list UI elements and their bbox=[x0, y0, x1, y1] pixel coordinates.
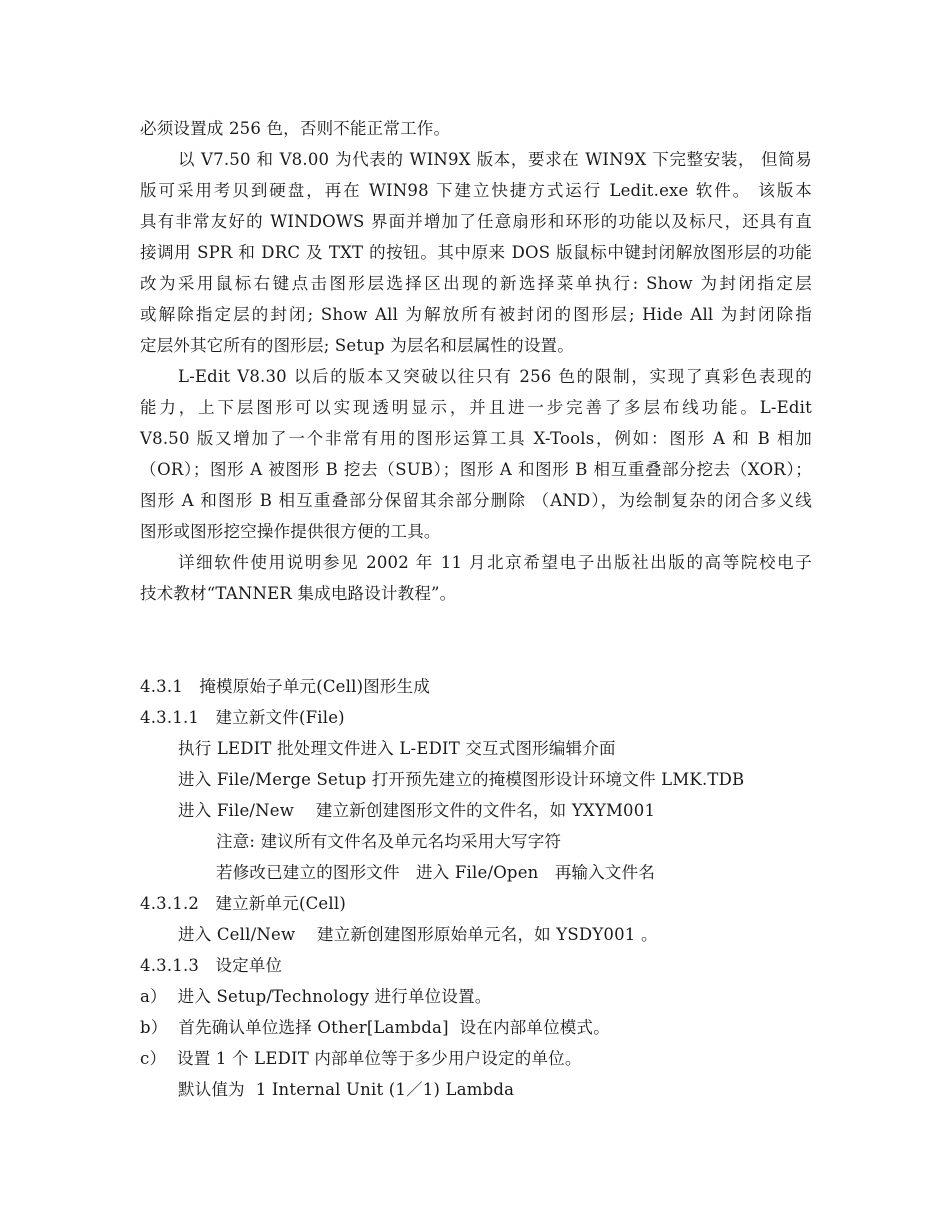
step-line: 进入 Cell/New 建立新创建图形原始单元名，如 YSDY001 。 bbox=[178, 925, 658, 944]
text-line: 具有非常友好的 WINDOWS 界面并增加了任意扇形和环形的功能以及标尺，还具有直 bbox=[140, 212, 812, 231]
list-item-c: c） 设置 1 个 LEDIT 内部单位等于多少用户设定的单位。 bbox=[140, 1049, 582, 1068]
list-item-b: b） 首先确认单位选择 Other[Lambda] 设在内部单位模式。 bbox=[140, 1018, 610, 1037]
text-line: 图形 A 和图形 B 相互重叠部分保留其余部分删除 （AND），为绘制复杂的闭合多义线 bbox=[140, 491, 812, 510]
text-line: 图形或图形挖空操作提供很方便的工具。 bbox=[140, 522, 441, 541]
note-line: 若修改已建立的图形文件 进入 File/Open 再输入文件名 bbox=[216, 863, 656, 882]
paragraph-win9x bbox=[140, 144, 812, 361]
text-line: 定层外其它所有的图形层; Setup 为层名和层属性的设置。 bbox=[140, 336, 574, 355]
text-line: V8.50 版又增加了一个非常有用的图形运算工具 X-Tools，例如：图形 A 和 B 相加 bbox=[140, 429, 812, 448]
page-content bbox=[140, 113, 812, 1105]
section-heading-4-3-1: 4.3.1 掩模原始子单元(Cell)图形生成 bbox=[140, 677, 431, 696]
text-line: 能力，上下层图形可以实现透明显示，并且进一步完善了多层布线功能。L-Edit bbox=[140, 398, 812, 417]
subsection-heading-4-3-1-3: 4.3.1.3 设定单位 bbox=[140, 956, 283, 975]
text-line: （OR）；图形 A 被图形 B 挖去（SUB）；图形 A 和图形 B 相互重叠部分挖去（XOR）； bbox=[140, 460, 812, 479]
intro-line: 必须设置成 256 色，否则不能正常工作。 bbox=[140, 119, 451, 138]
text-line: 技术教材“TANNER 集成电路设计教程”。 bbox=[140, 584, 457, 603]
default-value-line: 默认值为 1 Internal Unit (1／1) Lambda bbox=[178, 1080, 515, 1099]
text-line: 版可采用考贝到硬盘，再在 WIN98 下建立快捷方式运行 Ledit.exe 软件。 该版本 bbox=[140, 181, 812, 200]
step-line: 进入 File/New 建立新创建图形文件的文件名，如 YXYM001 bbox=[178, 801, 656, 820]
step-line: 执行 LEDIT 批处理文件进入 L-EDIT 交互式图形编辑介面 bbox=[178, 739, 616, 758]
note-line: 注意: 建议所有文件名及单元名均采用大写字符 bbox=[216, 832, 562, 851]
list-item-a: a） 进入 Setup/Technology 进行单位设置。 bbox=[140, 987, 492, 1006]
text-line: 详细软件使用说明参见 2002 年 11 月北京希望电子出版社出版的高等院校电子 bbox=[178, 553, 812, 572]
text-line: 以 V7.50 和 V8.00 为代表的 WIN9X 版本，要求在 WIN9X 下完整安装， 但简易 bbox=[178, 150, 812, 169]
text-line: 接调用 SPR 和 DRC 及 TXT 的按钮。其中原来 DOS 版鼠标中键封闭解放图形层的功能 bbox=[140, 243, 812, 262]
text-line: 改为采用鼠标右键点击图形层选择区出现的新选择菜单执行: Show 为封闭指定层 bbox=[140, 274, 812, 293]
paragraph-v830 bbox=[140, 361, 812, 547]
text-line: L-Edit V8.30 以后的版本又突破以往只有 256 色的限制，实现了真彩色表现的 bbox=[178, 367, 812, 386]
section-gap bbox=[140, 609, 812, 671]
paragraph-reference bbox=[140, 547, 812, 609]
text-line: 或解除指定层的封闭; Show All 为解放所有被封闭的图形层; Hide All 为封闭除指 bbox=[140, 305, 812, 324]
subsection-heading-4-3-1-1: 4.3.1.1 建立新文件(File) bbox=[140, 708, 345, 727]
step-line: 进入 File/Merge Setup 打开预先建立的掩模图形设计环境文件 LMK.TDB bbox=[178, 770, 745, 789]
subsection-heading-4-3-1-2: 4.3.1.2 建立新单元(Cell) bbox=[140, 894, 346, 913]
